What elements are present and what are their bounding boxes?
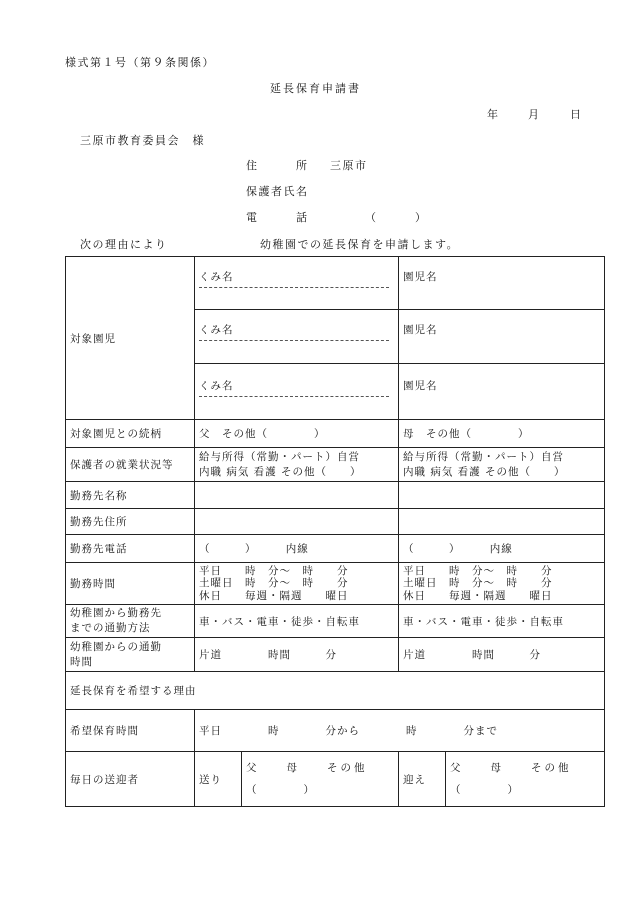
commute-time-label <box>66 638 195 672</box>
extension-reason-label: 延長保育を希望する理由 <box>70 685 197 697</box>
workplace-address-mother[interactable] <box>399 509 605 535</box>
child-name-cell-3[interactable] <box>399 364 605 420</box>
reason-prefix: 次の理由により <box>80 238 168 251</box>
form-title: 延長保育申請書 <box>270 82 361 95</box>
form-number: 様式第１号（第９条関係） <box>65 56 215 69</box>
address-value: 三原市 <box>330 159 368 172</box>
work-hours-saturday: 土曜日 時 分～ 時 分 <box>403 577 553 590</box>
desired-time-value[interactable]: 平日 時 分から 時 分まで <box>195 710 605 752</box>
child-name-cell-2[interactable] <box>399 310 605 364</box>
employment-line-2: 内職 病気 看護 その他（ ） <box>199 465 362 478</box>
escort-label: 毎日の送迎者 <box>66 752 195 807</box>
workplace-name-label: 勤務先名称 <box>66 482 195 509</box>
extension-reason-cell[interactable] <box>66 672 605 710</box>
commute-label-line-1: 幼稚園から勤務先 <box>70 607 162 619</box>
pickup-options: 父 母 その他 <box>450 762 572 774</box>
kumi-label: くみ名 <box>199 269 389 288</box>
date-year: 年 <box>487 108 500 121</box>
work-hours-weekday: 平日 時 分～ 時 分 <box>403 564 553 577</box>
kumi-label: くみ名 <box>199 322 389 341</box>
pickup-label: 迎え <box>399 752 446 807</box>
commute-method-mother[interactable]: 車・バス・電車・徒歩・自転車 <box>399 605 605 638</box>
child-name-label: 園児名 <box>403 324 438 336</box>
employment-line-1: 給与所得（常勤・パート）自営 <box>199 450 360 463</box>
work-hours-father[interactable] <box>195 563 399 605</box>
phone-paren: （ ） <box>365 211 428 224</box>
kumi-cell-1[interactable] <box>195 257 399 310</box>
phone-label: 電 話 <box>246 211 309 224</box>
relation-mother[interactable]: 母 その他（ ） <box>399 420 605 448</box>
workplace-name-mother[interactable] <box>399 482 605 509</box>
relation-father[interactable]: 父 その他（ ） <box>195 420 399 448</box>
commute-time-father[interactable]: 片道 時間 分 <box>195 638 399 672</box>
work-hours-holiday: 休日 毎週・隔週 曜日 <box>403 589 553 602</box>
commute-label-line-2: までの通勤方法 <box>70 622 151 634</box>
guardian-name-label: 保護者氏名 <box>246 185 309 198</box>
work-hours-saturday: 土曜日 時 分～ 時 分 <box>199 577 349 590</box>
request-text: 幼稚園での延長保育を申請します。 <box>260 238 460 251</box>
date-month: 月 <box>528 108 541 121</box>
work-hours-label: 勤務時間 <box>66 563 195 605</box>
relation-label: 対象園児との続柄 <box>66 420 195 448</box>
commute-method-label <box>66 605 195 638</box>
address-label: 住 所 <box>246 159 309 172</box>
pickup-escort[interactable] <box>446 752 605 807</box>
employment-mother[interactable] <box>399 448 605 482</box>
workplace-phone-label: 勤務先電話 <box>66 535 195 563</box>
date-day: 日 <box>570 108 583 121</box>
addressee: 三原市教育委員会 様 <box>80 134 205 147</box>
dropoff-escort[interactable] <box>242 752 399 807</box>
workplace-phone-father[interactable]: （ ） 内線 <box>195 535 399 563</box>
target-child-label: 対象園児 <box>66 257 195 420</box>
commute-time-label-line-1: 幼稚園からの通勤 <box>70 640 162 653</box>
kumi-cell-2[interactable] <box>195 310 399 364</box>
workplace-address-label: 勤務先住所 <box>66 509 195 535</box>
employment-father[interactable] <box>195 448 399 482</box>
employment-line-2: 内職 病気 看護 その他（ ） <box>403 465 566 478</box>
employment-label: 保護者の就業状況等 <box>66 448 195 482</box>
workplace-name-father[interactable] <box>195 482 399 509</box>
workplace-phone-mother[interactable]: （ ） 内線 <box>399 535 605 563</box>
workplace-address-father[interactable] <box>195 509 399 535</box>
desired-time-label: 希望保育時間 <box>66 710 195 752</box>
child-name-cell-1[interactable] <box>399 257 605 310</box>
commute-method-father[interactable]: 車・バス・電車・徒歩・自転車 <box>195 605 399 638</box>
work-hours-mother[interactable] <box>399 563 605 605</box>
pickup-paren: （ ） <box>450 784 519 796</box>
child-name-label: 園児名 <box>403 271 438 283</box>
dropoff-label: 送り <box>195 752 242 807</box>
dropoff-paren: （ ） <box>246 784 315 796</box>
child-name-label: 園児名 <box>403 380 438 392</box>
commute-time-mother[interactable]: 片道 時間 分 <box>399 638 605 672</box>
work-hours-holiday: 休日 毎週・隔週 曜日 <box>199 589 349 602</box>
kumi-cell-3[interactable] <box>195 364 399 420</box>
employment-line-1: 給与所得（常勤・パート）自営 <box>403 450 564 463</box>
dropoff-options: 父 母 その他 <box>246 762 368 774</box>
work-hours-weekday: 平日 時 分～ 時 分 <box>199 564 349 577</box>
application-table <box>65 256 605 807</box>
kumi-label: くみ名 <box>199 378 389 397</box>
commute-time-label-line-2: 時間 <box>70 655 93 668</box>
